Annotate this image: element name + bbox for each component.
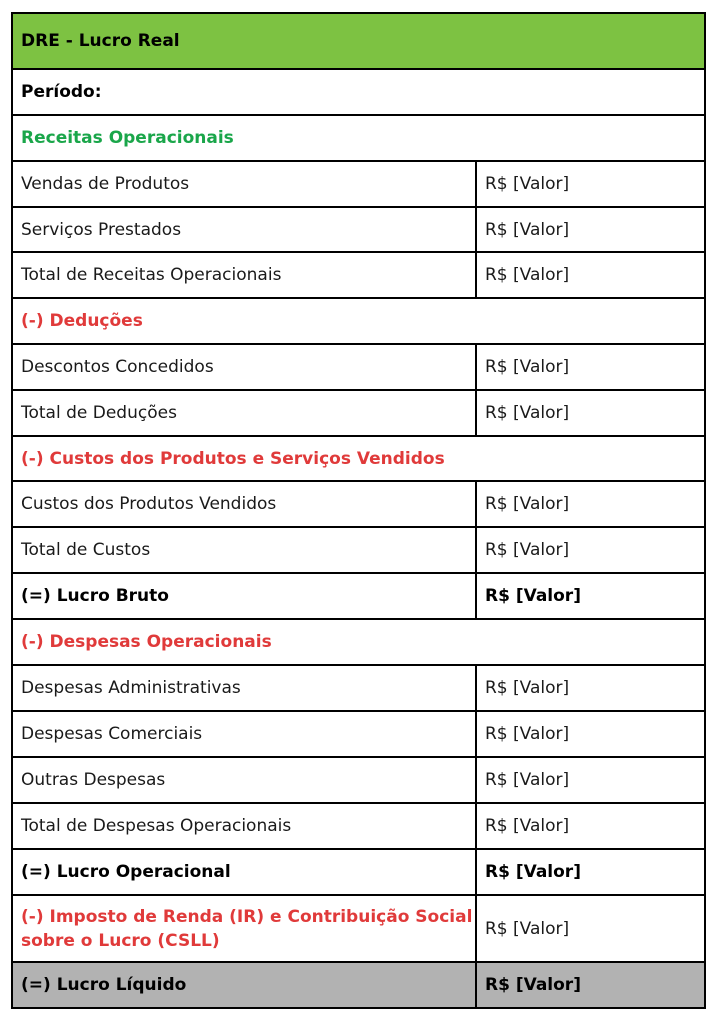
table-title: DRE - Lucro Real	[12, 13, 705, 69]
section-header-row	[12, 298, 705, 344]
row-label: (=) Lucro Líquido	[12, 962, 476, 1008]
row-value: R$ [Valor]	[476, 665, 705, 711]
row-value: R$ [Valor]	[476, 344, 705, 390]
row-value: R$ [Valor]	[476, 757, 705, 803]
table-row	[12, 390, 705, 436]
table-row	[12, 252, 705, 298]
section-receitas: Receitas Operacionais	[12, 115, 705, 161]
table-row	[12, 757, 705, 803]
table-row	[12, 207, 705, 252]
row-value: R$ [Valor]	[476, 573, 705, 619]
table-row	[12, 161, 705, 207]
lucro-liquido-row	[12, 962, 705, 1008]
row-label: Descontos Concedidos	[12, 344, 476, 390]
row-label: (=) Lucro Operacional	[12, 849, 476, 895]
row-value: R$ [Valor]	[476, 962, 705, 1008]
title-row	[12, 13, 705, 69]
row-value: R$ [Valor]	[476, 849, 705, 895]
table-row	[12, 527, 705, 573]
row-label: Custos dos Produtos Vendidos	[12, 481, 476, 527]
section-header-row	[12, 436, 705, 481]
periodo-label: Período:	[12, 69, 705, 115]
row-value: R$ [Valor]	[476, 527, 705, 573]
table-row	[12, 481, 705, 527]
periodo-row	[12, 69, 705, 115]
row-label: Serviços Prestados	[12, 207, 476, 252]
row-label: Despesas Administrativas	[12, 665, 476, 711]
table-row	[12, 711, 705, 757]
row-label: Outras Despesas	[12, 757, 476, 803]
row-label: Total de Deduções	[12, 390, 476, 436]
row-label: Total de Receitas Operacionais	[12, 252, 476, 298]
table-row	[12, 803, 705, 849]
section-deducoes: (-) Deduções	[12, 298, 705, 344]
row-value: R$ [Valor]	[476, 711, 705, 757]
row-label: (=) Lucro Bruto	[12, 573, 476, 619]
table-row	[12, 665, 705, 711]
row-value: R$ [Valor]	[476, 895, 705, 962]
row-value: R$ [Valor]	[476, 252, 705, 298]
section-header-row	[12, 115, 705, 161]
row-value: R$ [Valor]	[476, 481, 705, 527]
table-row	[12, 344, 705, 390]
section-despesas: (-) Despesas Operacionais	[12, 619, 705, 665]
row-value: R$ [Valor]	[476, 207, 705, 252]
row-label: Despesas Comerciais	[12, 711, 476, 757]
row-label: Total de Custos	[12, 527, 476, 573]
row-label: Vendas de Produtos	[12, 161, 476, 207]
row-value: R$ [Valor]	[476, 803, 705, 849]
dre-table	[11, 12, 706, 1009]
lucro-bruto-row	[12, 573, 705, 619]
section-header-row	[12, 619, 705, 665]
section-custos: (-) Custos dos Produtos e Serviços Vendidos	[12, 436, 705, 481]
row-value: R$ [Valor]	[476, 161, 705, 207]
row-value: R$ [Valor]	[476, 390, 705, 436]
lucro-operacional-row	[12, 849, 705, 895]
row-label: (-) Imposto de Renda (IR) e Contribuição Social sobre o Lucro (CSLL)	[12, 895, 476, 962]
imposto-row	[12, 895, 705, 962]
row-label: Total de Despesas Operacionais	[12, 803, 476, 849]
